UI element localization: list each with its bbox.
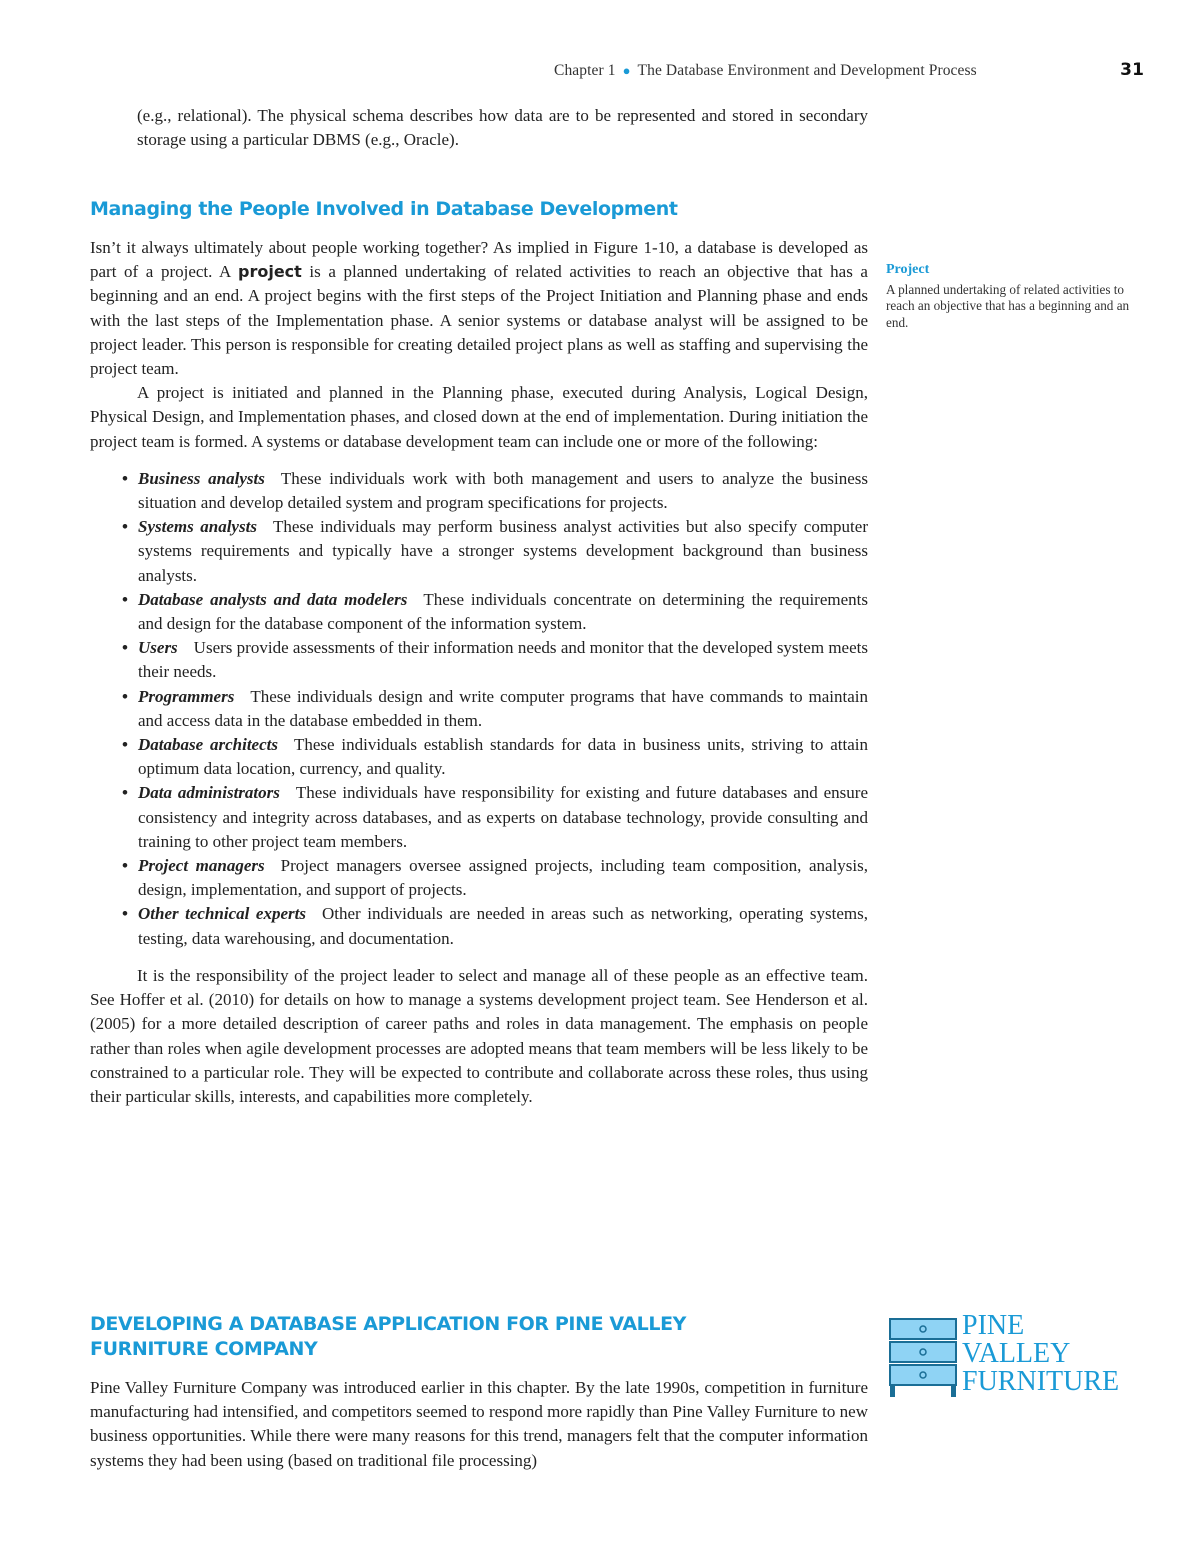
paragraph-1-text-b: is a planned undertaking of related activities to reach an objective that has a beginning and an end. A project begins with the first steps of the Project Initiation and Planning phase and ends with the last steps of the Implementation phase. A senior systems or database analyst will be assigned to be project leader. This person is responsible for creating detailed project plans as well as staffing and supervising the project team. [90,262,868,379]
logo-wordmark [962,1312,1119,1396]
margin-definition [886,262,1136,331]
section1-heading-block [90,197,868,222]
list-item [90,733,868,781]
bullet-icon: • [122,735,128,755]
paragraph-4: Pine Valley Furniture Company was introduced earlier in this chapter. By the late 1990s, competition in furniture manufacturing had intensified, and competitors seemed to respond more rapidly than Pine Valley Furniture to new business opportunities. While there were many reasons for this trend, managers felt that the computer information systems they had been using (based on traditional file processing) [90,1378,868,1470]
role-desc: These individuals concentrate on determining the requirements and design for the database component of the information system. [138,589,868,634]
paragraph-1 [90,236,868,381]
role-term: Business analysts [138,468,265,488]
paragraph-1-text-a: Isn’t it always ultimately about people working together? As implied in Figure 1-10, a database is developed as part of a project. A [90,238,868,282]
paragraph-3: It is the responsibility of the project leader to select and manage all of these people as an effective team. See Hoffer et al. (2010) for details on how to manage a systems development project team. See Henderson et al. (2005) for a more detailed description of career paths and roles in data management. The emphasis on people rather than roles when agile development processes are adopted means that team members will be less likely to be constrained to a particular role. They will be expected to contribute and collaborate across these roles, thus using their particular skills, interests, and capabilities more completely. [90,965,868,1106]
logo-line-1: PINE [962,1310,1025,1341]
bullet-icon: • [122,468,128,488]
section2-heading-block [90,1312,868,1362]
role-term: Data administrators [138,783,280,803]
bullet-icon: • [122,856,128,876]
margin-term: Project [886,262,930,277]
chapter-title: The Database Environment and Development Process [637,62,977,79]
list-item [90,781,868,854]
section1-body [90,236,868,1109]
list-item [90,467,868,515]
role-desc: Project managers oversee assigned projects, including team composition, analysis, design, implementation, and support of projects. [138,856,868,900]
role-term: Project managers [138,856,265,876]
role-desc: These individuals have responsibility for existing and future databases and ensure consistency and integrity across databases, and as experts on database technology, provide consulting and training to other project team members. [138,783,868,851]
list-item [90,902,868,950]
section-heading-line-2: FURNITURE COMPANY [90,1338,318,1360]
intro-continuation: (e.g., relational). The physical schema describes how data are to be represented and stored in secondary storage using a particular DBMS (e.g., Oracle). [137,106,868,150]
list-item [90,854,868,902]
logo-line-3: FURNITURE [962,1366,1120,1397]
section-heading [90,1312,868,1362]
bullet-separator-icon: ● [622,63,631,78]
role-term: Users [138,638,178,658]
section-heading-line-1: DEVELOPING A DATABASE APPLICATION FOR PINE VALLEY [90,1313,687,1335]
role-desc: Users provide assessments of their information needs and monitor that the developed system meets their needs. [138,638,868,682]
bullet-icon: • [122,783,128,803]
list-item [90,588,868,636]
role-term: Database architects [138,735,278,755]
role-desc: These individuals may perform business analyst activities but also specify computer systems requirements and typically have a stronger systems development background than business analysts. [138,517,868,585]
role-desc: These individuals establish standards for data in business units, striving to attain optimum data location, currency, and quality. [138,735,868,779]
bullet-icon: • [122,589,128,609]
logo-line-2: VALLEY [962,1338,1071,1369]
page-number: 31 [1120,60,1144,80]
running-header [554,62,1144,80]
roles-list [90,467,868,951]
bullet-icon: • [122,638,128,658]
role-desc: Other individuals are needed in areas such as networking, operating systems, testing, data warehousing, and documentation. [138,904,868,948]
bullet-icon: • [122,904,128,924]
list-item [90,636,868,684]
chapter-label: Chapter 1 [554,62,616,79]
list-item [90,515,868,588]
paragraph-2: A project is initiated and planned in the Planning phase, executed during Analysis, Logical Design, Physical Design, and Implementation phases, and closed down at the end of implementation. During initiation the project team is formed. A systems or database development team can include one or more of the following: [90,383,868,451]
bullet-icon: • [122,517,128,537]
intro-block [90,104,868,152]
role-term: Database analysts and data modelers [138,589,408,609]
role-term: Programmers [138,686,235,706]
role-term: Systems analysts [138,517,257,537]
role-term: Other technical experts [138,904,306,924]
section2-body [90,1376,868,1473]
bullet-icon: • [122,686,128,706]
role-desc: These individuals work with both management and users to analyze the business situation and develop detailed system and program specifications for projects. [138,468,868,513]
list-item [90,685,868,733]
role-desc: These individuals design and write computer programs that have commands to maintain and access data in the database embedded in them. [138,686,868,730]
margin-definition-text: A planned undertaking of related activities to reach an objective that has a beginning and an end. [886,281,1130,330]
keyword-project: project [238,262,302,282]
section-heading: Managing the People Involved in Database Development [90,198,678,220]
